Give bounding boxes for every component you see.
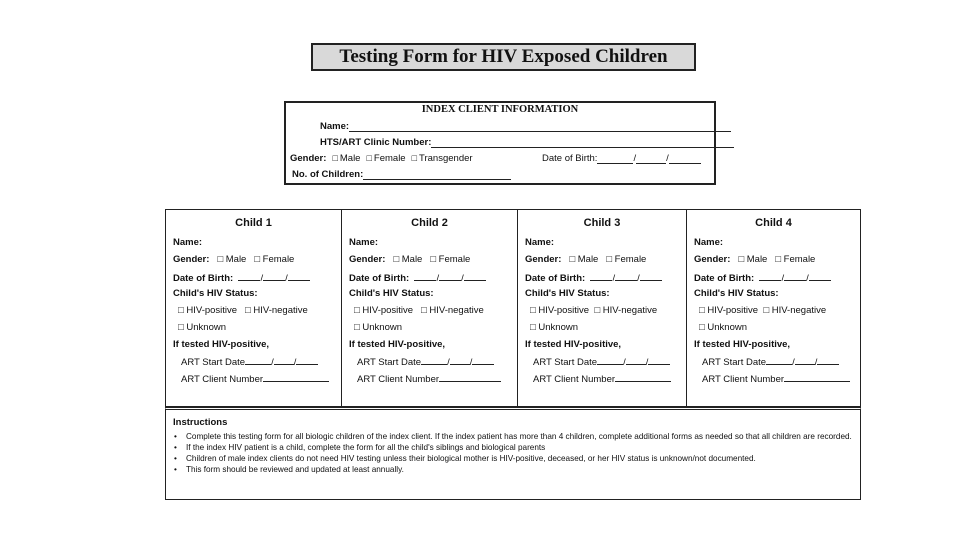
date-separator: / [461, 273, 464, 284]
index-dob-month-field[interactable] [636, 154, 666, 164]
option-label: Female [438, 254, 471, 265]
unknown-checkbox[interactable] [699, 322, 747, 333]
option-label: Female [614, 254, 647, 265]
male-checkbox[interactable] [217, 254, 246, 265]
art-start-day-field[interactable] [597, 355, 623, 365]
checkbox-icon: □ [569, 254, 576, 265]
child-title: Child 4 [755, 217, 792, 229]
option-label: HIV-positive [538, 305, 590, 316]
date-separator: / [436, 273, 440, 284]
child-title: Child 2 [411, 217, 448, 229]
dob-day-field[interactable] [759, 271, 781, 281]
art-start-year-field[interactable] [817, 355, 839, 365]
form-title-box [311, 43, 696, 71]
option-label: Female [262, 254, 295, 265]
art-client-field[interactable] [439, 372, 501, 382]
instruction-item: • If the index HIV patient is a child, complete the form for all the child's siblings and biological parents [173, 442, 852, 453]
date-separator: / [814, 357, 818, 368]
child-dob-row [349, 271, 486, 284]
index-gender-transgender-option[interactable] [412, 153, 473, 164]
checkbox-icon: □ [254, 254, 261, 265]
checkbox-icon: □ [217, 254, 224, 265]
checkbox-icon: □ [245, 305, 251, 316]
child-if-positive-label: If tested HIV-positive, [173, 339, 270, 350]
art-client-field[interactable] [784, 372, 850, 382]
art-start-label: ART Start Date [181, 357, 246, 368]
hiv-negative-checkbox[interactable] [594, 305, 657, 316]
child-card [687, 210, 860, 406]
checkbox-icon: □ [178, 322, 184, 333]
art-client-row [702, 372, 850, 385]
index-children-label: No. of Children: [292, 169, 364, 180]
instructions-section [165, 407, 861, 500]
date-separator: / [623, 357, 626, 368]
child-if-positive-label: If tested HIV-positive, [525, 339, 622, 350]
child-dob-label: Date of Birth: [525, 273, 586, 284]
art-client-row [533, 372, 671, 385]
option-label: Male [577, 254, 599, 265]
index-gender-label: Gender: [290, 153, 327, 164]
unknown-checkbox[interactable] [178, 322, 226, 333]
option-label: HIV-positive [362, 305, 414, 316]
art-start-label: ART Start Date [357, 357, 422, 368]
child-title: Child 3 [583, 217, 621, 229]
checkbox-icon: □ [530, 305, 536, 316]
option-label: Unknown [362, 322, 402, 333]
index-dob-label: Date of Birth: [542, 153, 598, 164]
instruction-item: • Complete this testing form for all biologic children of the index client. If the index patient has more than 4 children, complete additional forms as needed so that all children are recorded. [173, 431, 852, 442]
hiv-negative-checkbox[interactable] [245, 305, 308, 316]
child-status-label: Child's HIV Status: [349, 288, 434, 299]
child-name-label: Name: [525, 237, 555, 248]
female-checkbox[interactable] [254, 254, 294, 265]
child-gender-row [349, 254, 470, 265]
female-checkbox[interactable] [606, 254, 646, 265]
checkbox-icon: □ [738, 254, 745, 265]
instructions-list [173, 431, 852, 475]
child-status-row [178, 305, 308, 316]
instruction-item: • Children of male index clients do not need HIV testing unless their biological mother is HIV-positive, deceased, or her HIV status is unknown/not documented. [173, 453, 852, 464]
option-label: Male [401, 254, 423, 265]
art-start-row [702, 355, 839, 368]
art-start-label: ART Start Date [702, 357, 767, 368]
dob-day-field[interactable] [590, 271, 612, 281]
checkbox-icon: □ [763, 305, 770, 316]
option-label: HIV-negative [602, 305, 658, 316]
child-status-label: Child's HIV Status: [525, 288, 610, 299]
index-name-label: Name: [320, 121, 350, 132]
option-label: Female [783, 254, 816, 265]
index-gender-row [290, 153, 473, 164]
art-client-label: ART Client Number [702, 374, 785, 385]
child-name-label: Name: [173, 237, 203, 248]
male-checkbox[interactable] [738, 254, 767, 265]
checkbox-icon: □ [393, 254, 400, 265]
art-client-field[interactable] [263, 372, 329, 382]
art-start-day-field[interactable] [245, 355, 271, 365]
child-gender-label: Gender: [173, 254, 210, 265]
art-client-field[interactable] [615, 372, 671, 382]
index-clinic-label: HTS/ART Clinic Number: [320, 137, 432, 148]
male-checkbox[interactable] [569, 254, 598, 265]
option-label: Unknown [538, 322, 578, 333]
art-start-month-field[interactable] [450, 355, 470, 365]
date-separator: / [260, 273, 264, 284]
child-dob-label: Date of Birth: [349, 273, 410, 284]
option-label: HIV-positive [186, 305, 238, 316]
date-separator: / [637, 273, 640, 284]
checkbox-icon: □ [354, 322, 360, 333]
option-label: Female [373, 153, 406, 164]
index-clinic-row [320, 137, 734, 148]
child-if-positive-label: If tested HIV-positive, [694, 339, 791, 350]
dob-month-field[interactable] [263, 271, 285, 281]
date-separator: / [612, 273, 616, 284]
index-name-row [320, 121, 731, 132]
date-separator: / [293, 357, 297, 368]
option-label: Male [746, 254, 768, 265]
index-children-field[interactable] [363, 170, 511, 180]
date-separator: / [285, 273, 288, 284]
art-start-label: ART Start Date [533, 357, 598, 368]
dob-year-field[interactable] [464, 271, 486, 281]
male-checkbox[interactable] [393, 254, 422, 265]
child-name-label: Name: [349, 237, 379, 248]
hiv-positive-checkbox[interactable] [178, 305, 237, 316]
index-dob-day-field[interactable] [597, 154, 633, 164]
index-client-heading: INDEX CLIENT INFORMATION [421, 104, 579, 115]
checkbox-icon: □ [775, 254, 782, 265]
hiv-positive-checkbox[interactable] [699, 305, 758, 316]
instruction-item: • This form should be reviewed and updated at least annually. [173, 464, 852, 475]
unknown-checkbox[interactable] [530, 322, 578, 333]
child-status-label: Child's HIV Status: [694, 288, 779, 299]
date-separator: / [447, 357, 450, 368]
index-children-row [292, 169, 511, 180]
child-status-row [354, 305, 484, 316]
hiv-negative-checkbox[interactable] [763, 305, 826, 316]
option-label: HIV-negative [771, 305, 827, 316]
child-status-row [530, 305, 657, 316]
art-start-day-field[interactable] [421, 355, 447, 365]
child-status-row [699, 305, 826, 316]
date-separator: / [645, 357, 649, 368]
child-gender-label: Gender: [349, 254, 386, 265]
index-client-section [284, 101, 716, 185]
child-card [518, 210, 687, 406]
child-dob-row [173, 271, 310, 284]
option-label: Transgender [419, 153, 473, 164]
child-name-label: Name: [694, 237, 724, 248]
option-label: HIV-negative [429, 305, 484, 316]
art-start-year-field[interactable] [472, 355, 494, 365]
art-client-label: ART Client Number [357, 374, 440, 385]
index-clinic-field[interactable] [431, 138, 734, 148]
art-start-year-field[interactable] [648, 355, 670, 365]
child-card [342, 210, 518, 406]
option-label: Unknown [186, 322, 226, 333]
date-separator: / [792, 357, 795, 368]
index-dob-row [542, 153, 701, 164]
index-gender-female-option[interactable] [366, 153, 405, 164]
form-title: Testing Form for HIV Exposed Children [339, 46, 668, 67]
art-start-row [181, 355, 318, 368]
index-gender-male-option[interactable] [332, 153, 360, 164]
checkbox-icon: □ [354, 305, 360, 316]
art-start-month-field[interactable] [274, 355, 294, 365]
child-dob-row [694, 271, 831, 284]
checkbox-icon: □ [332, 153, 338, 163]
child-card [166, 210, 342, 406]
dob-year-field[interactable] [288, 271, 310, 281]
checkbox-icon: □ [699, 305, 705, 316]
hiv-positive-checkbox[interactable] [354, 305, 413, 316]
art-client-label: ART Client Number [181, 374, 264, 385]
index-name-field[interactable] [349, 122, 731, 132]
dob-year-field[interactable] [640, 271, 662, 281]
dob-day-field[interactable] [414, 271, 436, 281]
checkbox-icon: □ [178, 305, 184, 316]
checkbox-icon: □ [430, 254, 437, 265]
child-dob-row [525, 271, 662, 284]
date-separator: / [781, 273, 785, 284]
dob-year-field[interactable] [809, 271, 831, 281]
option-label: Male [339, 153, 361, 164]
checkbox-icon: □ [699, 322, 705, 333]
checkbox-icon: □ [606, 254, 613, 265]
unknown-checkbox[interactable] [354, 322, 402, 333]
option-label: Unknown [707, 322, 747, 333]
child-gender-label: Gender: [525, 254, 562, 265]
checkbox-icon: □ [366, 153, 372, 163]
children-grid [165, 209, 861, 407]
dob-month-field[interactable] [615, 271, 637, 281]
child-title: Child 1 [235, 217, 272, 229]
female-checkbox[interactable] [775, 254, 815, 265]
child-gender-row [694, 254, 815, 265]
female-checkbox[interactable] [430, 254, 470, 265]
art-start-month-field[interactable] [795, 355, 815, 365]
art-start-row [357, 355, 494, 368]
art-start-year-field[interactable] [296, 355, 318, 365]
index-dob-year-field[interactable] [669, 154, 701, 164]
art-client-row [357, 372, 501, 385]
art-start-day-field[interactable] [766, 355, 792, 365]
option-label: Male [225, 254, 247, 265]
dob-month-field[interactable] [784, 271, 806, 281]
dob-month-field[interactable] [439, 271, 461, 281]
art-client-row [181, 372, 329, 385]
checkbox-icon: □ [530, 322, 536, 333]
child-dob-label: Date of Birth: [694, 273, 755, 284]
child-dob-label: Date of Birth: [173, 273, 234, 284]
hiv-negative-checkbox[interactable] [421, 305, 484, 316]
option-label: HIV-positive [707, 305, 759, 316]
checkbox-icon: □ [411, 153, 418, 163]
child-gender-row [525, 254, 646, 265]
date-separator: / [469, 357, 473, 368]
child-gender-row [173, 254, 294, 265]
instructions-title: Instructions [173, 417, 228, 428]
option-label: HIV-negative [253, 305, 308, 316]
hiv-positive-checkbox[interactable] [530, 305, 589, 316]
child-status-label: Child's HIV Status: [173, 288, 258, 299]
child-gender-label: Gender: [694, 254, 731, 265]
checkbox-icon: □ [594, 305, 601, 316]
art-client-label: ART Client Number [533, 374, 616, 385]
child-if-positive-label: If tested HIV-positive, [349, 339, 446, 350]
date-separator: / [666, 153, 669, 164]
checkbox-icon: □ [421, 305, 427, 316]
date-separator: / [271, 357, 274, 368]
art-start-row [533, 355, 670, 368]
date-separator: / [806, 273, 809, 284]
dob-day-field[interactable] [238, 271, 260, 281]
art-start-month-field[interactable] [626, 355, 646, 365]
date-separator: / [633, 153, 637, 164]
